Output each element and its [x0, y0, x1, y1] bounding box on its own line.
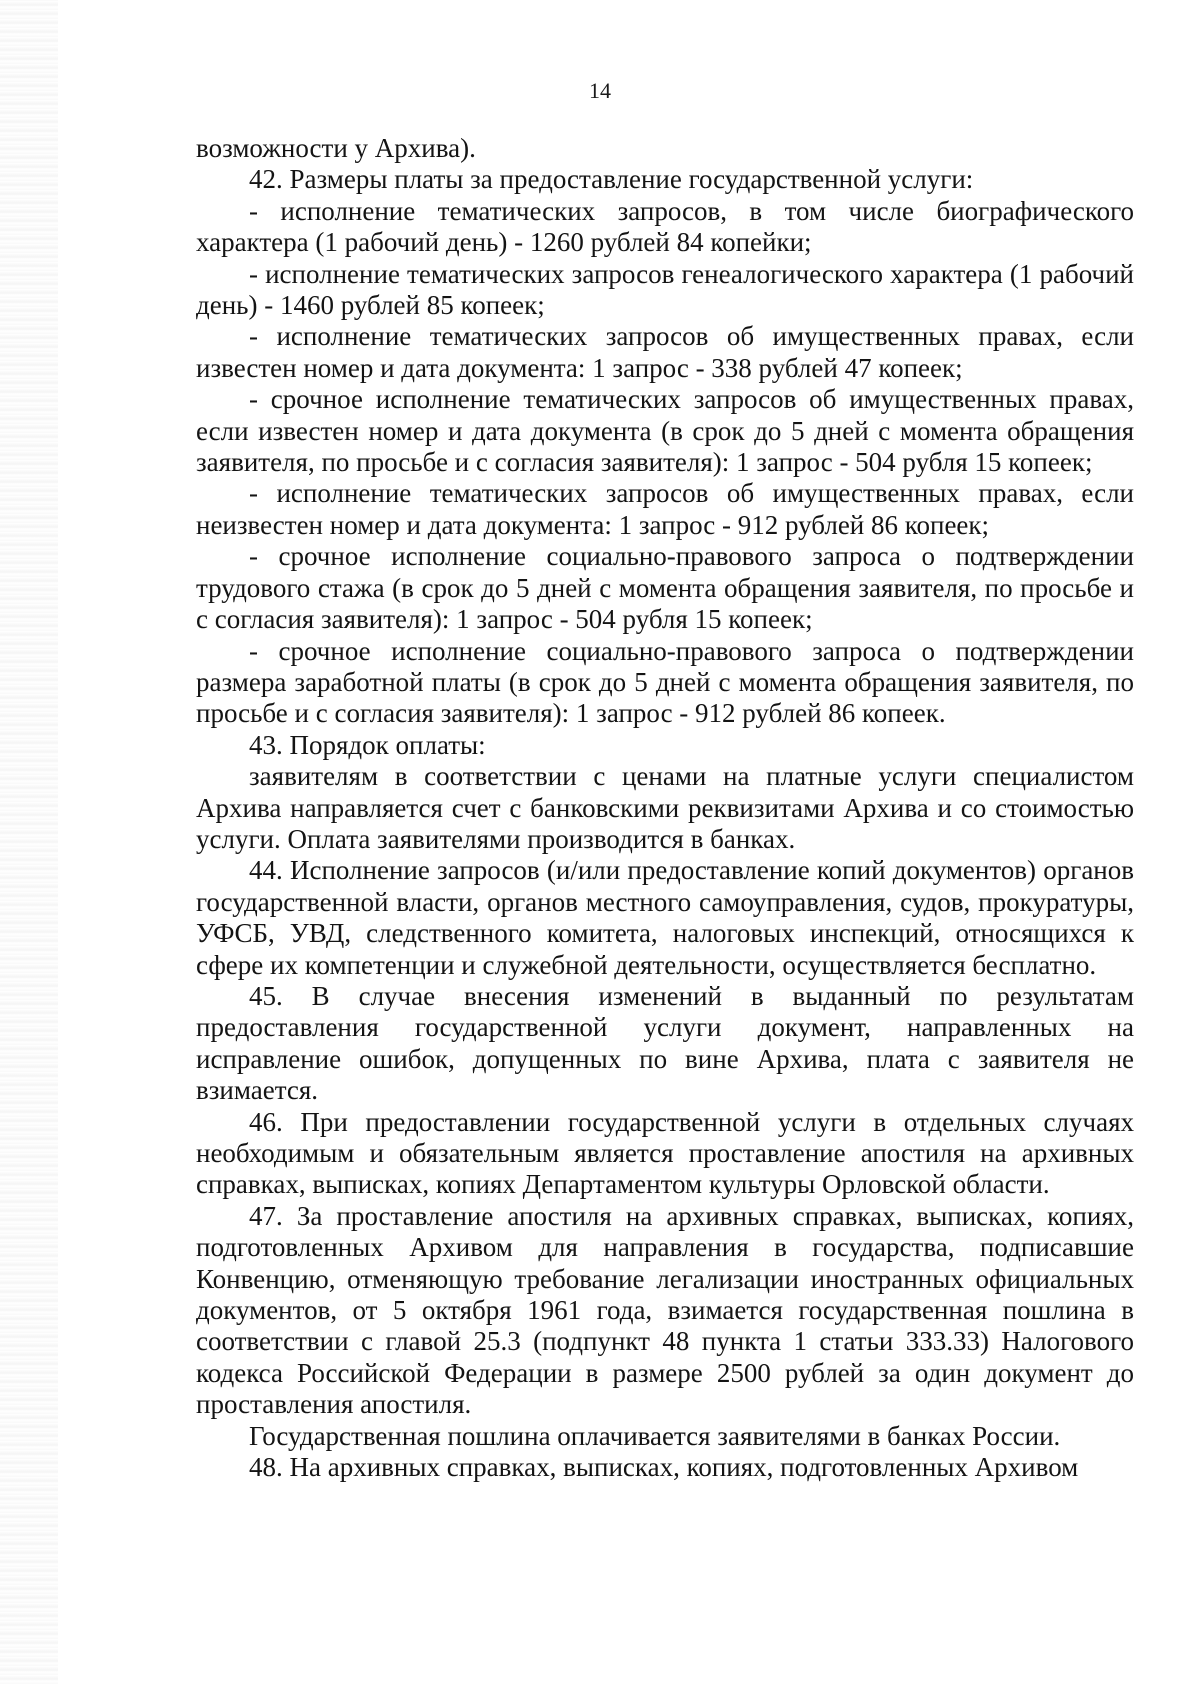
- page-number: 14: [589, 78, 611, 103]
- paragraph: - срочное исполнение социально-правового запроса о подтверждении трудового стажа (в срок до 5 дней с момента обращения заявителя, по просьбе и с согласия заявителя): 1 запрос - 504 рубля 15 копеек;: [196, 541, 1134, 635]
- paragraph: 47. За проставление апостиля на архивных справках, выписках, копиях, подготовленных Архивом для направления в государства, подписавшие Конвенцию, отменяющую требование легализации иностранных официальных документов, от 5 октября 1961 года, взимается государственная пошлина в соответствии с главой 25.3 (подпункт 48 пункта 1 статьи 333.33) Налогового кодекса Российской Федерации в размере 2500 рублей за один документ до проставления апостиля.: [196, 1200, 1134, 1420]
- paragraph: 46. При предоставлении государственной услуги в отдельных случаях необходимым и обязательным является проставление апостиля на архивных справках, выписках, копиях Департаментом культуры Орловской области.: [196, 1106, 1134, 1200]
- scan-edge-noise: [0, 0, 58, 1684]
- paragraph: 43. Порядок оплаты:: [249, 729, 486, 760]
- paragraph: 45. В случае внесения изменений в выданный по результатам предоставления государственной услуги документ, направленных на исправление ошибок, допущенных по вине Архива, плата с заявителя не взимается.: [196, 980, 1134, 1106]
- paragraph: Государственная пошлина оплачивается заявителями в банках России.: [249, 1420, 1061, 1451]
- paragraph: заявителям в соответствии с ценами на платные услуги специалистом Архива направляется счет с банковскими реквизитами Архива и со стоимостью услуги. Оплата заявителями производится в банках.: [196, 761, 1134, 854]
- paragraph: - срочное исполнение социально-правового запроса о подтверждении размера заработной платы (в срок до 5 дней с момента обращения заявителя, по просьбе и с согласия заявителя): 1 запрос - 912 рублей 86 копеек.: [196, 635, 1134, 729]
- paragraph: возможности у Архива).: [196, 133, 476, 163]
- paragraph: - исполнение тематических запросов, в том числе биографического характера (1 рабочий день) - 1260 рублей 84 копейки;: [196, 195, 1134, 258]
- paragraph: 48. На архивных справках, выписках, копиях, подготовленных Архивом: [249, 1452, 1079, 1483]
- paragraph: 44. Исполнение запросов (и/или предоставление копий документов) органов государственной власти, органов местного самоуправления, судов, прокуратуры, УФСБ, УВД, следственного комитета, налоговых инспекций, относящихся к сфере их компетенции и служебной деятельности, осуществляется бесплатно.: [196, 855, 1134, 980]
- paragraph: - срочное исполнение тематических запросов об имущественных правах, если известен номер и дата документа (в срок до 5 дней с момента обращения заявителя, по просьбе и с согласия заявителя): 1 запрос - 504 рубля 15 копеек;: [196, 384, 1134, 478]
- paragraph: - исполнение тематических запросов об имущественных правах, если известен номер и дата документа: 1 запрос - 338 рублей 47 копеек;: [196, 321, 1134, 383]
- paragraph: 42. Размеры платы за предоставление государственной услуги:: [249, 164, 974, 195]
- paragraph: - исполнение тематических запросов генеалогического характера (1 рабочий день) - 1460 рублей 85 копеек;: [196, 258, 1134, 321]
- paragraph: - исполнение тематических запросов об имущественных правах, если неизвестен номер и дата документа: 1 запрос - 912 рублей 86 копеек;: [196, 478, 1134, 540]
- document-body: [196, 133, 1134, 1483]
